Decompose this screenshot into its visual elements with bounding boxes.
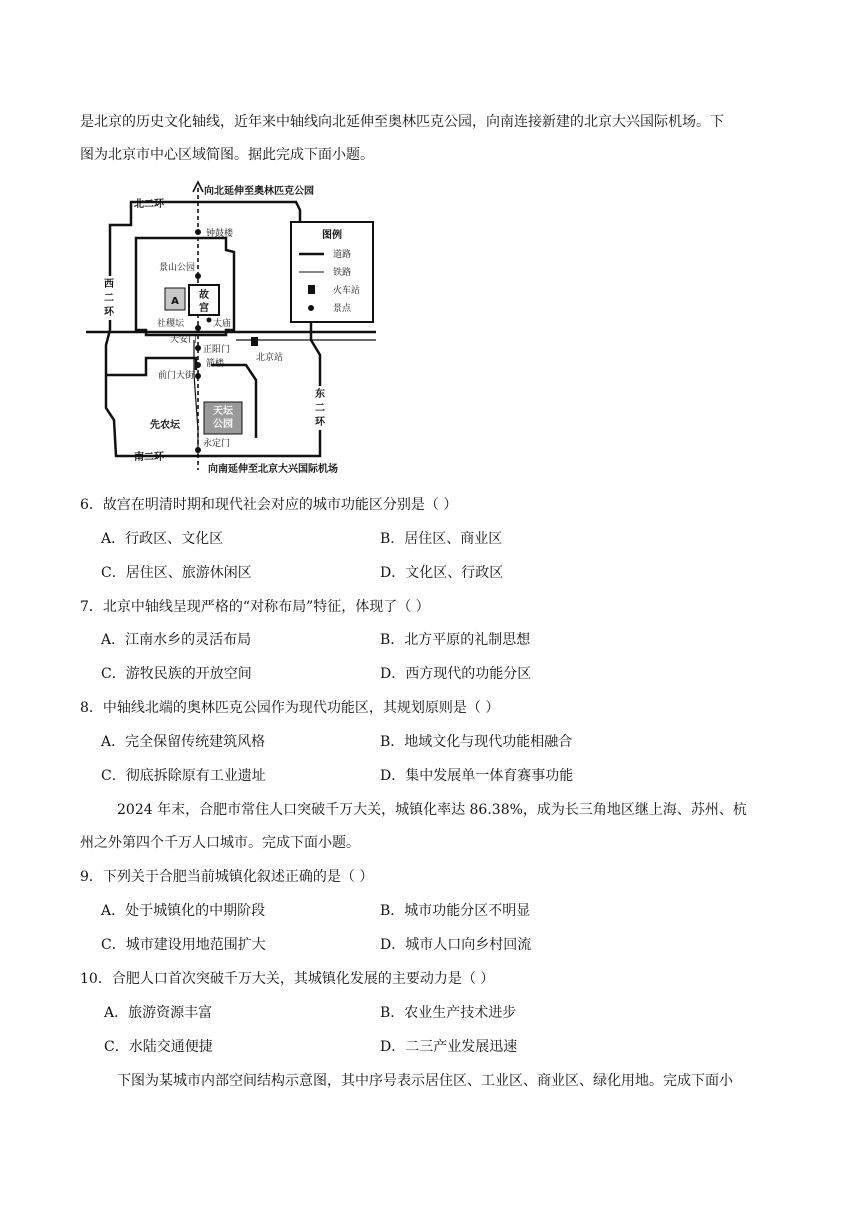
ring-west-3: 环 [104,307,114,318]
yongdingmen-label: 永定门 [203,439,231,449]
q6-stem: 6．故宫在明清时期和现代社会对应的城市功能区分别是（ ） [80,497,458,513]
gugong-label-1: 故 [199,290,209,301]
jianlou-label: 箭楼 [206,359,225,369]
south-ext-label: 向南延伸至北京大兴国际机场 [208,464,338,475]
taimiao-label: 太庙 [213,319,232,329]
q6-option-d[interactable]: D．文化区、行政区 [380,565,504,581]
legend-station: 火车站 [333,286,361,296]
ring-east-2: 二 [315,403,325,414]
q10-option-d[interactable]: D．二三产业发展迅速 [380,1039,518,1055]
q10-option-c[interactable]: C．水陆交通便捷 [104,1039,213,1055]
q6-option-b[interactable]: B．居住区、商业区 [380,531,503,547]
legend-title: 图例 [322,230,342,241]
q8-option-d[interactable]: D．集中发展单一体育赛事功能 [380,768,574,784]
gulou-label: 钟鼓楼 [206,229,234,239]
legend-rail: 铁路 [333,268,352,278]
north-ext-label: 向北延伸至奥林匹克公园 [204,186,314,197]
q7-stem: 7．北京中轴线呈现严格的“对称布局”特征，体现了（ ） [80,599,430,615]
area-a-label: A [171,296,179,307]
q9-option-d[interactable]: D．城市人口向乡村回流 [380,937,532,953]
zhengyangmen-dot [195,345,201,351]
q8-stem: 8．中轴线北端的奥林匹克公园作为现代功能区，其规划原则是（ ） [80,700,500,716]
tiananmen-dot [195,325,201,331]
qianmen-dot [195,373,201,379]
xiannongtan-label: 先农坛 [150,420,180,431]
ring-north-label: 北二环 [134,199,164,210]
tiantan-label-2: 公园 [213,419,233,430]
q10-option-a[interactable]: A．旅游资源丰富 [104,1005,213,1021]
jingshan-label: 景山公园 [159,263,196,273]
zhengyangmen-label: 正阳门 [203,345,231,355]
q9-option-a[interactable]: A．处于城镇化的中期阶段 [101,903,266,919]
legend-station-icon [308,285,315,294]
jingshan-dot [195,273,201,279]
intro-line-2: 图为北京市中心区域简图。据此完成下面小题。 [80,147,374,163]
sheji-label: 社稷坛 [157,319,185,329]
beijingzhan-label: 北京站 [256,353,284,363]
q10-option-b[interactable]: B．农业生产技术进步 [380,1005,517,1021]
train-station-icon [251,337,258,346]
beijing-map [86,180,376,480]
qianmen-label: 前门大街 [158,371,195,381]
legend-road: 道路 [333,250,352,260]
q8-option-a[interactable]: A．完全保留传统建筑风格 [101,734,266,750]
q6-option-a[interactable]: A．行政区、文化区 [101,531,224,547]
ring-west-1: 西 [104,279,114,290]
map-legend [291,222,373,322]
ring-east-1: 东 [315,389,325,400]
passage2-line-1: 2024 年末，合肥市常住人口突破千万大关，城镇化率达 86.38%，成为长三角地区继上海、苏州、杭 [117,802,747,818]
q7-option-c[interactable]: C．游牧民族的开放空间 [101,666,252,682]
yongdingmen-dot [195,447,201,453]
q8-option-b[interactable]: B．地域文化与现代功能相融合 [380,734,573,750]
legend-spot-icon [308,305,314,311]
q9-stem: 9．下列关于合肥当前城镇化叙述正确的是（ ） [80,869,374,885]
q9-option-c[interactable]: C．城市建设用地范围扩大 [101,937,266,953]
q10-stem: 10．合肥人口首次突破千万大关，其城镇化发展的主要动力是（ ） [80,971,495,987]
intro-line-1: 是北京的历史文化轴线，近年来中轴线向北延伸至奥林匹克公园，向南连接新建的北京大兴国际机场。下 [80,114,724,130]
tiantan-label-1: 天坛 [213,406,233,417]
jianlou-dot [195,362,201,368]
ring-south-label: 南二环 [134,452,164,463]
q7-option-d[interactable]: D．西方现代的功能分区 [380,666,532,682]
tiananmen-label: 天安门 [170,335,198,345]
ring-west-2: 二 [104,293,114,304]
gugong-label-2: 宫 [199,303,209,314]
legend-spot: 景点 [333,304,352,314]
gulou-dot [195,229,201,235]
q7-option-a[interactable]: A．江南水乡的灵活布局 [101,632,252,648]
q9-option-b[interactable]: B．城市功能分区不明显 [380,903,531,919]
q6-option-c[interactable]: C．居住区、旅游休闲区 [101,565,252,581]
passage2-line-2: 州之外第四个千万人口城市。完成下面小题。 [80,835,360,851]
q7-option-b[interactable]: B．北方平原的礼制思想 [380,632,531,648]
q8-option-c[interactable]: C．彻底拆除原有工业遗址 [101,768,266,784]
ring-east-3: 环 [315,417,325,428]
passage3-line-1: 下图为某城市内部空间结构示意图，其中序号表示居住区、工业区、商业区、绿化用地。完成下面小 [117,1073,733,1089]
taimiao-dot [207,318,212,323]
